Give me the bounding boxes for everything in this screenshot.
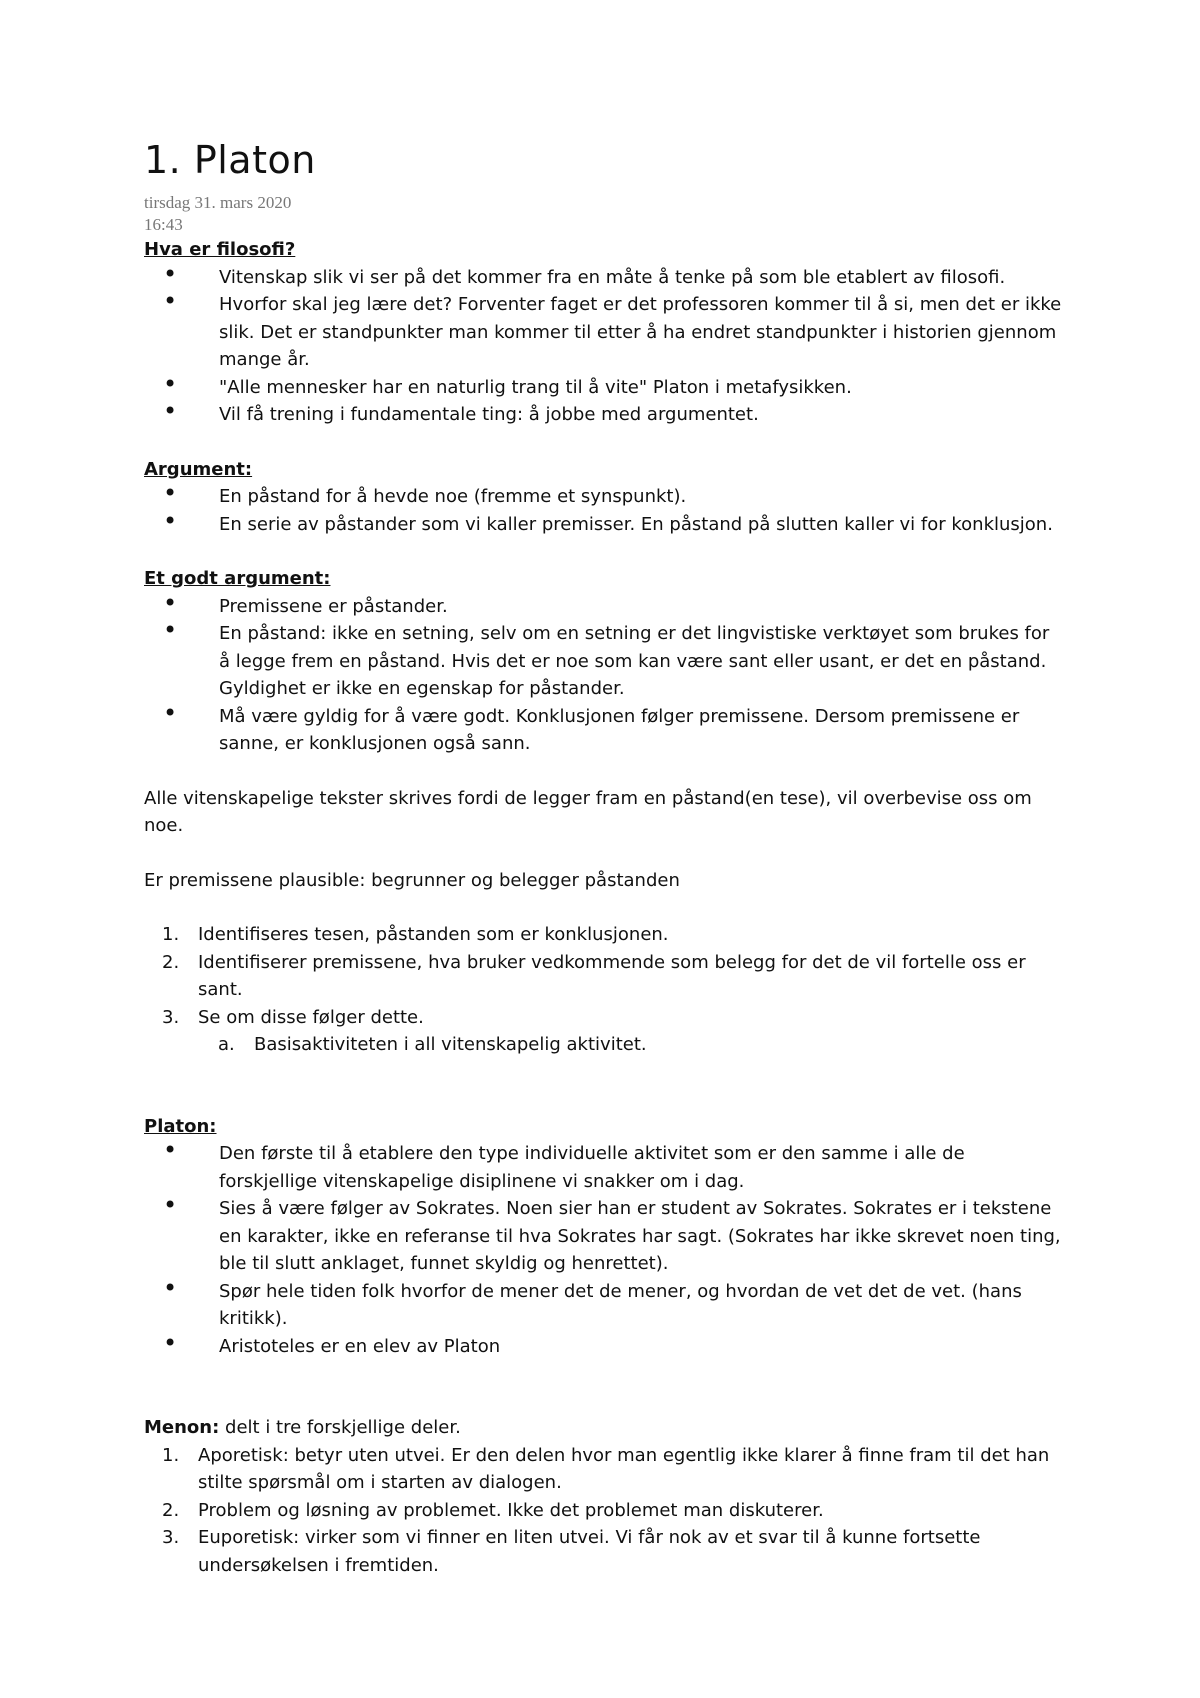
- numbered-list-steps: [144, 921, 1064, 1059]
- list-number: 2.: [162, 951, 180, 973]
- paragraph-premissene: Er premissene plausible: begrunner og belegger påstanden: [144, 869, 680, 891]
- list-item: [162, 1524, 1064, 1579]
- list-item: • "Alle mennesker har en naturlig trang til å vite" Platon i metafysikken.: [199, 374, 1064, 402]
- list-item: [162, 1442, 1064, 1497]
- list-item: • Vil få trening i fundamentale ting: å jobbe med argumentet.: [199, 401, 1064, 429]
- list-number: 1.: [162, 1444, 180, 1466]
- list-item-text: Problem og løsning av problemet. Ikke det problemet man diskuterer.: [198, 1499, 824, 1521]
- note-date: tirsdag 31. mars 2020: [144, 193, 292, 212]
- menon-intro-text: delt i tre forskjellige deler.: [219, 1417, 461, 1438]
- list-item: [162, 1497, 1064, 1525]
- list-number: 1.: [162, 924, 180, 945]
- menon-label: Menon:: [144, 1417, 220, 1438]
- list-letter: a.: [218, 1034, 235, 1055]
- section-heading-et-godt-argument: Et godt argument:: [144, 568, 331, 589]
- lettered-sublist: [198, 1031, 1064, 1059]
- list-item: • Den første til å etablere den type individuelle aktivitet som er den samme i alle de forskjellige vitenskapelige disiplinene vi snakker om i dag.: [199, 1140, 1064, 1195]
- list-item: [162, 949, 1064, 1004]
- bullet-list-platon: [144, 1140, 1064, 1360]
- list-item-text: Aporetisk: betyr uten utvei. Er den delen hvor man egentlig ikke klarer å finne fram til det han stilte spørsmål om i starten av dialogen.: [198, 1444, 1050, 1493]
- menon-intro: [144, 1414, 1064, 1442]
- list-item-text: Identifiseres tesen, påstanden som er konklusjonen.: [198, 924, 669, 945]
- list-item: [218, 1031, 1064, 1059]
- list-item: • En påstand for å hevde noe (fremme et synspunkt).: [199, 483, 1064, 511]
- section-heading-platon: Platon:: [144, 1115, 217, 1137]
- list-item: • Aristoteles er en elev av Platon: [199, 1333, 1064, 1361]
- list-item: [162, 1004, 1064, 1059]
- list-item-text: Identifiserer premissene, hva bruker vedkommende som belegg for det de vil fortelle oss er sant.: [198, 951, 1026, 1000]
- list-item-text: Se om disse følger dette.: [198, 1006, 424, 1028]
- list-item: • Premissene er påstander.: [199, 593, 1064, 621]
- section-heading-hva-er-filosofi: Hva er filosofi?: [144, 239, 296, 260]
- list-item: • En påstand: ikke en setning, selv om en setning er det lingvistiske verktøyet som brukes for å legge frem en påstand. Hvis det er noe som kan være sant eller usant, er det en påstand. Gyldighet er ikke en egenskap for påstander.: [199, 620, 1064, 703]
- list-number: 2.: [162, 1499, 180, 1521]
- list-item-text: Euporetisk: virker som vi finner en liten utvei. Vi får nok av et svar til å kunne fortsette undersøkelsen i fremtiden.: [198, 1527, 981, 1576]
- list-item: • Vitenskap slik vi ser på det kommer fra en måte å tenke på som ble etablert av filosofi.: [199, 264, 1064, 292]
- list-item: • Sies å være følger av Sokrates. Noen sier han er student av Sokrates. Sokrates er i tekstene en karakter, ikke en referanse til hva Sokrates har sagt. (Sokrates har ikke skrevet noen ting, ble til slutt anklaget, funnet skyldig og henrettet).: [199, 1195, 1064, 1278]
- list-item: • En serie av påstander som vi kaller premisser. En påstand på slutten kaller vi for konklusjon.: [199, 511, 1064, 539]
- numbered-list-menon: [144, 1442, 1064, 1580]
- paragraph-vitenskapelige-tekster: Alle vitenskapelige tekster skrives fordi de legger fram en påstand(en tese), vil overbevise oss om noe.: [144, 787, 1032, 836]
- list-number: 3.: [162, 1527, 180, 1548]
- bullet-list-godt-argument: [144, 593, 1064, 758]
- note-time: 16:43: [144, 215, 183, 234]
- list-number: 3.: [162, 1006, 180, 1028]
- list-item: • Må være gyldig for å være godt. Konklusjonen følger premissene. Dersom premissene er sanne, er konklusjonen også sann.: [199, 703, 1064, 758]
- page-title: 1. Platon: [144, 138, 316, 182]
- list-item-text: Basisaktiviteten i all vitenskapelig aktivitet.: [254, 1034, 647, 1055]
- bullet-list-argument: [144, 483, 1064, 538]
- list-item: [162, 921, 1064, 949]
- document-page: [144, 136, 1064, 1579]
- section-heading-argument: Argument:: [144, 458, 253, 480]
- list-item: • Hvorfor skal jeg lære det? Forventer faget er det professoren kommer til å si, men det er ikke slik. Det er standpunkter man kommer til etter å ha endret standpunkter i historien gjennom mange år.: [199, 291, 1064, 374]
- bullet-list-filosofi: [144, 264, 1064, 429]
- list-item: • Spør hele tiden folk hvorfor de mener det de mener, og hvordan de vet det de vet. (hans kritikk).: [199, 1278, 1064, 1333]
